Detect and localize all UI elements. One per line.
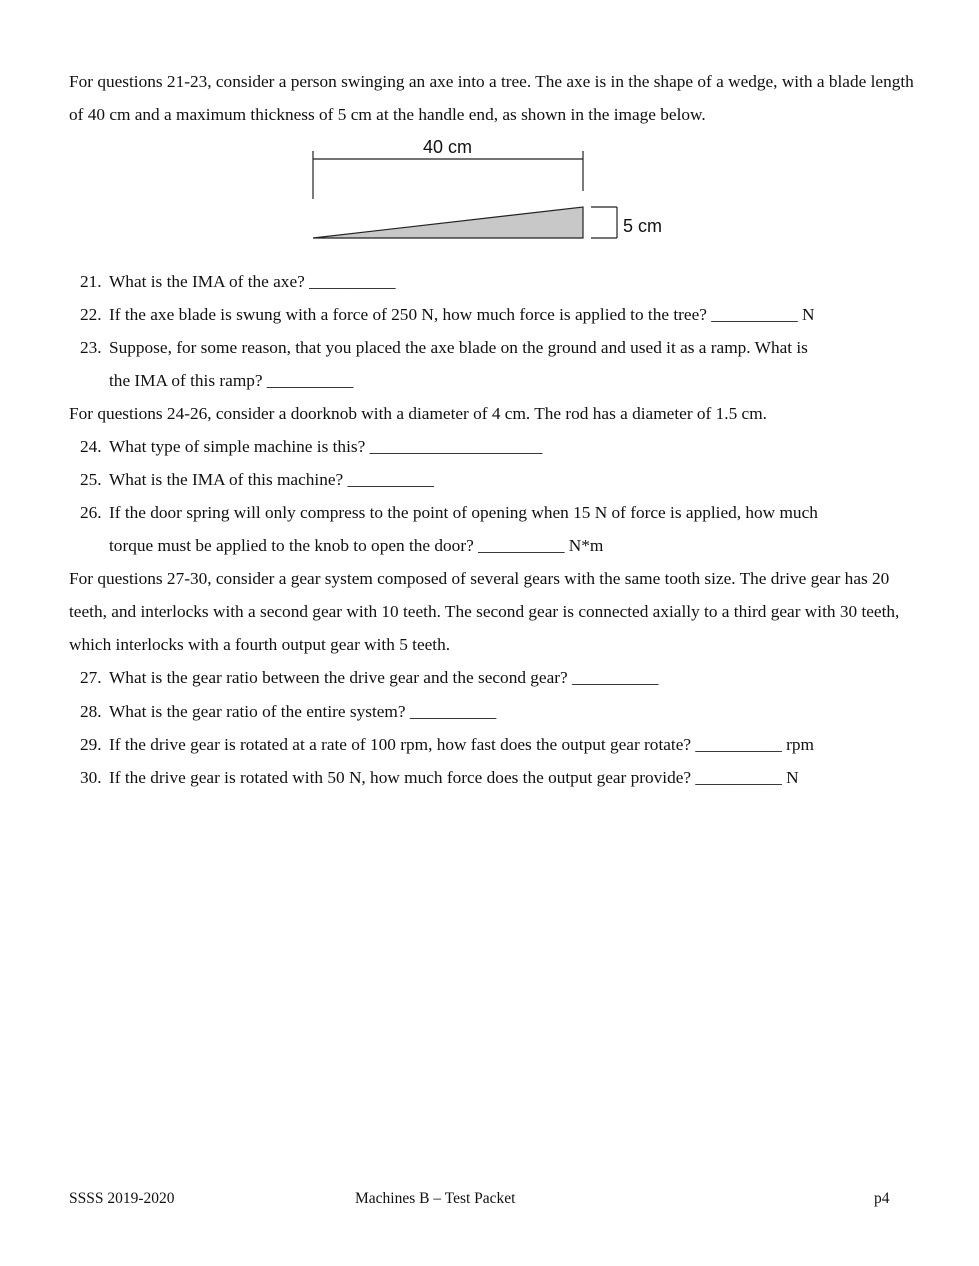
question-number: 29. (80, 735, 102, 754)
question-26 (80, 496, 915, 562)
question-number: 22. (80, 305, 102, 324)
question-text: If the door spring will only compress to the point of opening when 15 N of force is applied, how much (109, 503, 818, 522)
question-text: What is the IMA of the axe? __________ (109, 272, 396, 291)
wedge-figure (305, 135, 685, 250)
intro-questions-27-30: For questions 27-30, consider a gear system composed of several gears with the same tooth size. The drive gear has 20 teeth, and interlocks with a second gear with 10 teeth. The second gear is connected axially to a third gear with 30 teeth, which interlocks with a fourth output gear with 5 teeth. (69, 569, 900, 654)
intro-questions-21-23: For questions 21-23, consider a person swinging an axe into a tree. The axe is in the shape of a wedge, with a blade length of 40 cm and a maximum thickness of 5 cm at the handle end, as shown in the image below. (69, 72, 914, 124)
question-number: 23. (80, 338, 102, 357)
question-number: 21. (80, 272, 102, 291)
question-text: Suppose, for some reason, that you placed the axe blade on the ground and used it as a ramp. What is (109, 338, 808, 357)
question-23 (80, 331, 915, 397)
question-number: 25. (80, 470, 102, 489)
question-25 (80, 463, 915, 496)
question-number: 27. (80, 668, 102, 687)
footer-center: Machines B – Test Packet (355, 1190, 516, 1207)
question-text: If the drive gear is rotated with 50 N, how much force does the output gear provide? __________ N (109, 768, 799, 787)
question-text-continued: the IMA of this ramp? __________ (109, 371, 354, 390)
question-text: If the axe blade is swung with a force of 250 N, how much force is applied to the tree? __________ N (109, 305, 815, 324)
axe-wedge-diagram (305, 135, 685, 250)
question-30 (80, 761, 915, 794)
wedge-shape (313, 207, 583, 238)
question-28 (80, 695, 915, 728)
footer-page-number: p4 (874, 1190, 890, 1207)
question-text: What type of simple machine is this? ____________________ (109, 437, 543, 456)
question-number: 24. (80, 437, 102, 456)
thickness-label: 5 cm (623, 216, 663, 236)
question-number: 28. (80, 702, 102, 721)
question-24 (80, 430, 915, 463)
question-text: What is the gear ratio between the drive gear and the second gear? __________ (109, 668, 659, 687)
question-text-continued: torque must be applied to the knob to open the door? __________ N*m (109, 536, 604, 555)
question-number: 30. (80, 768, 102, 787)
footer-left: SSSS 2019-2020 (69, 1190, 175, 1207)
question-text: What is the gear ratio of the entire system? __________ (109, 702, 497, 721)
question-27 (80, 661, 915, 694)
question-29 (80, 728, 915, 761)
question-text: If the drive gear is rotated at a rate of 100 rpm, how fast does the output gear rotate? __________ rpm (109, 735, 814, 754)
question-number: 26. (80, 503, 102, 522)
intro-questions-24-26: For questions 24-26, consider a doorknob with a diameter of 4 cm. The rod has a diameter of 1.5 cm. (69, 404, 767, 423)
question-22 (80, 298, 915, 331)
question-text: What is the IMA of this machine? __________ (109, 470, 434, 489)
question-21 (80, 265, 915, 298)
length-label: 40 cm (423, 137, 473, 157)
